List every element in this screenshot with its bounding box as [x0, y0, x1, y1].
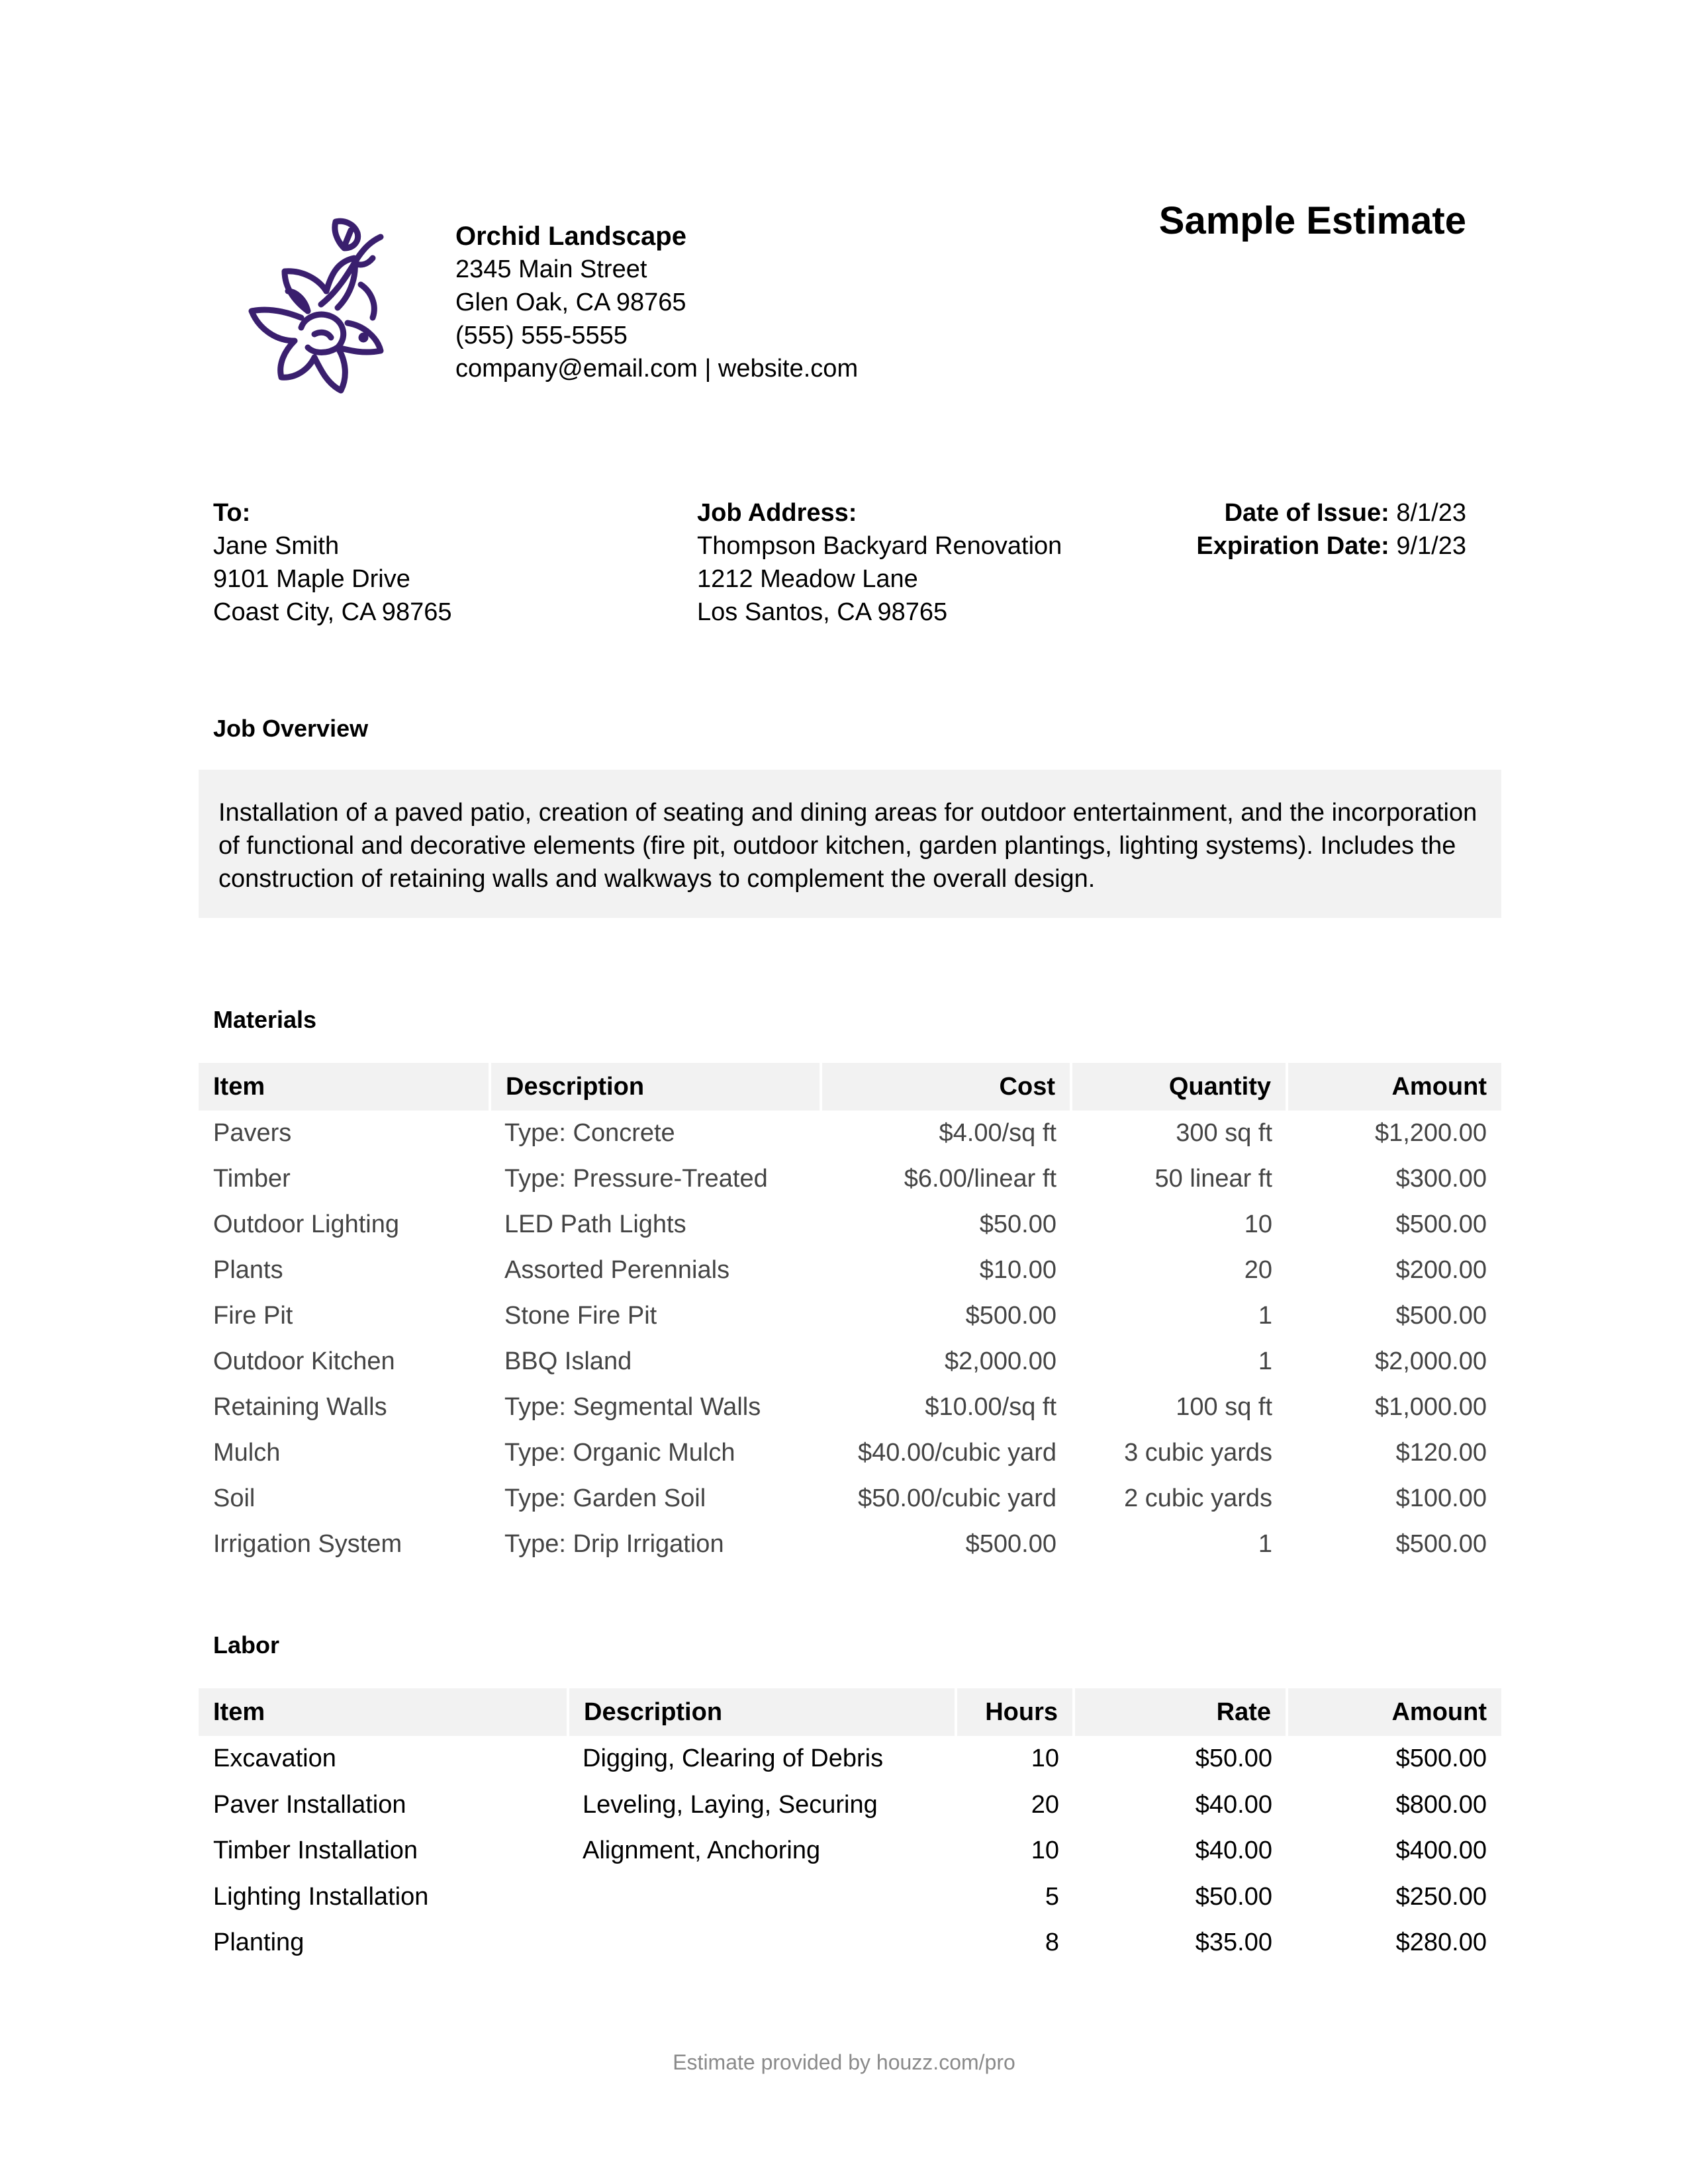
labor-cell-rate: $50.00: [1195, 1745, 1272, 1773]
labor-table: [199, 1688, 1501, 1966]
labor-header-row: [199, 1688, 1501, 1736]
labor-heading: Labor: [213, 1631, 280, 1659]
orchid-logo-icon: [222, 212, 394, 404]
materials-header-amount: Amount: [1287, 1063, 1501, 1111]
materials-cell-cost: $500.00: [965, 1302, 1056, 1330]
footer-credit: Estimate provided by houzz.com/pro: [673, 2050, 1015, 2074]
labor-cell-item: Lighting Installation: [213, 1882, 429, 1911]
materials-cell-cost: $50.00/cubic yard: [858, 1484, 1056, 1512]
materials-cell-item: Outdoor Kitchen: [213, 1347, 395, 1375]
labor-cell-hours: 10: [1031, 1837, 1059, 1865]
labor-cell-hours: 20: [1031, 1790, 1059, 1819]
materials-row: [199, 1476, 1501, 1522]
labor-cell-hours: 5: [1045, 1882, 1059, 1911]
labor-cell-rate: $35.00: [1195, 1929, 1272, 1957]
expiration-date-line: [1196, 529, 1466, 563]
labor-cell-description: Leveling, Laying, Securing: [583, 1790, 878, 1819]
labor-cell-description: [568, 1874, 956, 1921]
materials-row: [199, 1522, 1501, 1567]
materials-header-description: Description: [490, 1063, 821, 1111]
materials-cell-cost: $2,000.00: [944, 1347, 1056, 1375]
materials-cell-description: Type: Organic Mulch: [504, 1439, 735, 1467]
materials-cell-quantity: 300 sq ft: [1176, 1119, 1272, 1147]
company-city: Glen Oak, CA 98765: [455, 289, 686, 316]
materials-cell-description: Type: Pressure-Treated: [504, 1165, 768, 1193]
labor-row: [199, 1782, 1501, 1829]
materials-cell-item: Fire Pit: [213, 1302, 293, 1330]
materials-cell-description: LED Path Lights: [504, 1210, 686, 1238]
materials-cell-amount: $1,000.00: [1374, 1393, 1487, 1421]
labor-row: [199, 1828, 1501, 1874]
job-address-block: [697, 496, 1062, 629]
company-info: [455, 220, 858, 385]
recipient-city: Coast City, CA 98765: [213, 598, 452, 626]
labor-cell-amount: $400.00: [1395, 1837, 1487, 1865]
materials-header-item: Item: [199, 1063, 490, 1111]
materials-cell-quantity: 10: [1244, 1210, 1272, 1238]
materials-cell-item: Timber: [213, 1165, 291, 1193]
labor-body: [199, 1736, 1501, 1966]
materials-cell-amount: $300.00: [1395, 1165, 1487, 1193]
materials-cell-cost: $10.00: [979, 1256, 1056, 1284]
labor-header-rate: Rate: [1074, 1688, 1287, 1736]
materials-row: [199, 1385, 1501, 1430]
labor-cell-rate: $40.00: [1195, 1837, 1272, 1865]
job-address-label: Job Address:: [697, 499, 857, 527]
materials-cell-amount: $2,000.00: [1374, 1347, 1487, 1375]
materials-heading: Materials: [213, 1006, 317, 1033]
labor-cell-amount: $280.00: [1395, 1929, 1487, 1957]
materials-cell-amount: $200.00: [1395, 1256, 1487, 1284]
materials-cell-cost: $4.00/sq ft: [939, 1119, 1056, 1147]
materials-cell-quantity: 2 cubic yards: [1124, 1484, 1272, 1512]
materials-cell-amount: $1,200.00: [1374, 1119, 1487, 1147]
materials-cell-description: Type: Segmental Walls: [504, 1393, 761, 1421]
materials-cell-cost: $50.00: [979, 1210, 1056, 1238]
recipient-street: 9101 Maple Drive: [213, 565, 410, 593]
materials-cell-description: Type: Drip Irrigation: [504, 1530, 724, 1558]
labor-cell-amount: $250.00: [1395, 1882, 1487, 1911]
materials-row: [199, 1202, 1501, 1248]
materials-header-quantity: Quantity: [1071, 1063, 1287, 1111]
materials-cell-item: Plants: [213, 1256, 283, 1284]
expiration-date-label: Expiration Date:: [1196, 532, 1389, 560]
materials-cell-cost: $10.00/sq ft: [925, 1393, 1056, 1421]
materials-row: [199, 1248, 1501, 1293]
materials-cell-quantity: 3 cubic yards: [1124, 1439, 1272, 1467]
labor-cell-hours: 10: [1031, 1745, 1059, 1773]
materials-cell-quantity: 1: [1258, 1347, 1272, 1375]
labor-cell-item: Excavation: [213, 1745, 336, 1773]
labor-row: [199, 1920, 1501, 1966]
materials-cell-quantity: 100 sq ft: [1176, 1393, 1272, 1421]
materials-row: [199, 1156, 1501, 1202]
issue-date-line: [1196, 496, 1466, 529]
materials-cell-description: Assorted Perennials: [504, 1256, 730, 1284]
labor-row: [199, 1874, 1501, 1921]
dates-block: [1196, 496, 1466, 563]
job-overview-text: Installation of a paved patio, creation of seating and dining areas for outdoor entertainment, and the incorporation of functional and decorative elements (fire pit, outdoor kitchen, garden plantings, lighting systems). Includes the construction of retaining walls and walkways to complement the overall design.: [218, 799, 1477, 893]
materials-cell-amount: $100.00: [1395, 1484, 1487, 1512]
materials-cell-quantity: 50 linear ft: [1154, 1165, 1272, 1193]
materials-header-row: [199, 1063, 1501, 1111]
issue-date-value: 8/1/23: [1396, 499, 1466, 527]
materials-table: [199, 1063, 1501, 1567]
company-name: Orchid Landscape: [455, 222, 686, 251]
labor-header-description: Description: [568, 1688, 956, 1736]
labor-cell-rate: $40.00: [1195, 1790, 1272, 1819]
materials-cell-item: Pavers: [213, 1119, 292, 1147]
labor-row: [199, 1736, 1501, 1782]
expiration-date-value: 9/1/23: [1396, 532, 1466, 560]
recipient-name: Jane Smith: [213, 532, 340, 560]
materials-cell-amount: $500.00: [1395, 1210, 1487, 1238]
labor-header-amount: Amount: [1287, 1688, 1501, 1736]
job-overview-box: [199, 770, 1501, 918]
materials-cell-item: Outdoor Lighting: [213, 1210, 399, 1238]
labor-cell-amount: $500.00: [1395, 1745, 1487, 1773]
materials-cell-description: BBQ Island: [504, 1347, 632, 1375]
materials-body: [199, 1111, 1501, 1567]
materials-cell-quantity: 1: [1258, 1530, 1272, 1558]
materials-cell-quantity: 1: [1258, 1302, 1272, 1330]
recipient-label: To:: [213, 499, 251, 527]
materials-cell-cost: $500.00: [965, 1530, 1056, 1558]
labor-cell-item: Timber Installation: [213, 1837, 418, 1865]
materials-cell-description: Type: Concrete: [504, 1119, 675, 1147]
labor-cell-description: Alignment, Anchoring: [583, 1837, 821, 1865]
labor-cell-hours: 8: [1045, 1929, 1059, 1957]
materials-cell-amount: $500.00: [1395, 1302, 1487, 1330]
labor-cell-description: Digging, Clearing of Debris: [583, 1745, 884, 1773]
job-address-street: 1212 Meadow Lane: [697, 565, 918, 593]
labor-cell-rate: $50.00: [1195, 1882, 1272, 1911]
issue-date-label: Date of Issue:: [1224, 499, 1389, 527]
materials-cell-item: Retaining Walls: [213, 1393, 387, 1421]
labor-cell-item: Planting: [213, 1929, 305, 1957]
materials-row: [199, 1293, 1501, 1339]
materials-cell-description: Type: Garden Soil: [504, 1484, 706, 1512]
company-contact: company@email.com | website.com: [455, 355, 859, 383]
company-phone: (555) 555-5555: [455, 322, 628, 349]
job-overview-heading: Job Overview: [213, 715, 369, 742]
document-title: Sample Estimate: [1158, 199, 1466, 242]
labor-header-item: Item: [199, 1688, 568, 1736]
materials-cell-item: Mulch: [213, 1439, 281, 1467]
materials-cell-cost: $40.00/cubic yard: [858, 1439, 1056, 1467]
job-address-name: Thompson Backyard Renovation: [697, 532, 1062, 560]
labor-cell-description: [568, 1920, 956, 1966]
materials-cell-amount: $500.00: [1395, 1530, 1487, 1558]
materials-row: [199, 1339, 1501, 1385]
materials-row: [199, 1430, 1501, 1476]
materials-cell-description: Stone Fire Pit: [504, 1302, 657, 1330]
materials-row: [199, 1111, 1501, 1156]
labor-cell-item: Paver Installation: [213, 1790, 406, 1819]
company-street: 2345 Main Street: [455, 255, 647, 283]
materials-cell-quantity: 20: [1244, 1256, 1272, 1284]
job-address-city: Los Santos, CA 98765: [697, 598, 948, 626]
recipient-block: [213, 496, 451, 629]
materials-cell-amount: $120.00: [1395, 1439, 1487, 1467]
labor-cell-amount: $800.00: [1395, 1790, 1487, 1819]
materials-header-cost: Cost: [821, 1063, 1071, 1111]
materials-cell-cost: $6.00/linear ft: [904, 1165, 1056, 1193]
materials-cell-item: Soil: [213, 1484, 256, 1512]
materials-cell-item: Irrigation System: [213, 1530, 402, 1558]
labor-header-hours: Hours: [956, 1688, 1074, 1736]
